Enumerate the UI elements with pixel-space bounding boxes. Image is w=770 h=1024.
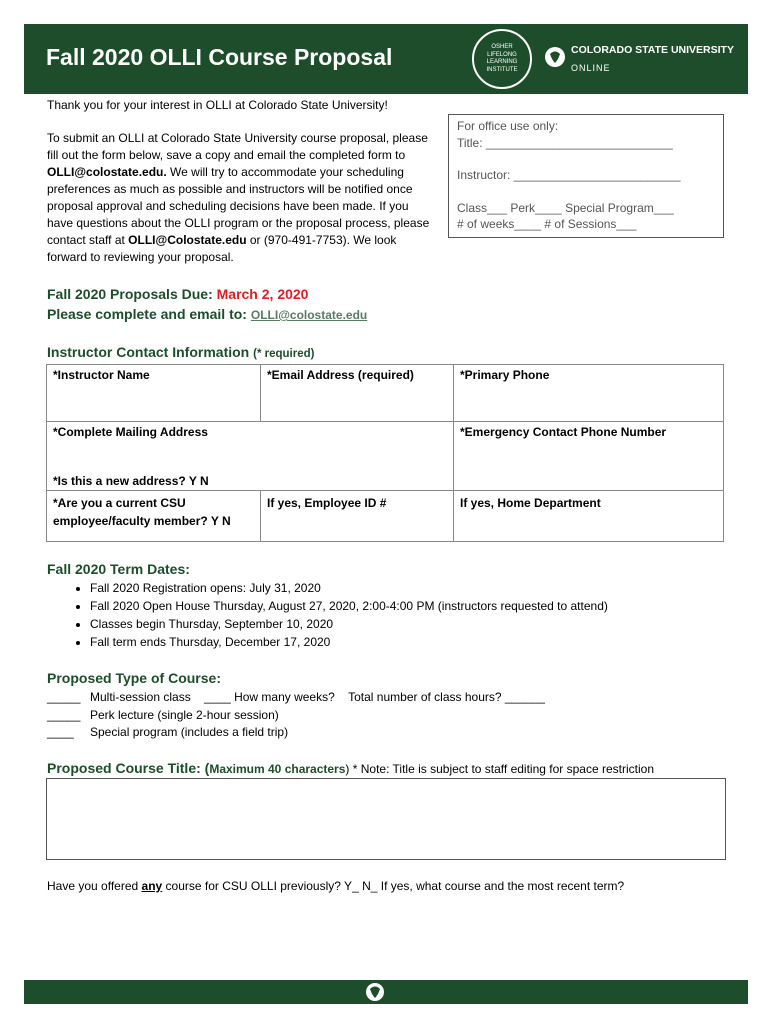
submit-email-link[interactable]: OLLI@colostate.edu — [250, 308, 368, 322]
course-type-heading: Proposed Type of Course: — [47, 670, 221, 686]
contact-heading: Instructor Contact Information (* required) — [47, 344, 315, 360]
special-blank[interactable]: ____ — [47, 725, 74, 739]
csu-ram-icon — [544, 46, 566, 68]
office-use-box: For office use only: Title: ____________________________ Instructor: _________________________ Class___ Perk____ Special Program___ # of weeks____ # of Sessions___ — [448, 114, 724, 238]
list-item: • Fall 2020 Open House Thursday, August 27, 2020, 2:00-4:00 PM (instructors requested to attend) — [90, 597, 608, 615]
perk-blank[interactable]: _____ — [47, 707, 81, 722]
mailing-address-field[interactable]: *Complete Mailing Address *Is this a new address? Y N — [47, 422, 454, 491]
page-header — [24, 24, 748, 94]
previous-course-question: Have you offered any course for CSU OLLI previously? Y_ N_ If yes, what course and the most recent term? — [47, 879, 625, 893]
employee-id-field[interactable]: If yes, Employee ID # — [261, 491, 454, 542]
class-hours-blank[interactable]: Total number of class hours? ______ — [348, 690, 545, 704]
due-date: March 2, 2020 — [216, 286, 309, 302]
list-item: • Fall 2020 Registration opens: July 31, 2020 — [90, 579, 608, 597]
new-address-question: *Is this a new address? Y N — [53, 474, 209, 488]
olli-email-link[interactable]: OLLI@colostate.edu. — [47, 165, 167, 179]
contact-table — [46, 364, 724, 542]
term-dates-heading: Fall 2020 Term Dates: — [47, 561, 190, 577]
olli-logo: OSHER LIFELONG LEARNING INSTITUTE — [472, 29, 532, 89]
olli-email-link-2[interactable]: OLLI@Colostate.edu — [128, 233, 247, 247]
csu-ram-icon — [365, 982, 385, 1002]
page-footer — [24, 980, 748, 1004]
multi-session-blank[interactable]: _____ — [47, 690, 81, 704]
weeks-blank[interactable]: ____ How many weeks? — [204, 690, 335, 704]
university-name: COLORADO STATE UNIVERSITY — [571, 44, 734, 56]
email-address-field[interactable]: *Email Address (required) — [261, 365, 454, 422]
due-date-line: Fall 2020 Proposals Due: March 2, 2020 — [47, 286, 309, 302]
instructor-name-field[interactable]: *Instructor Name — [47, 365, 261, 422]
course-title-input[interactable] — [46, 778, 726, 860]
course-title-heading: Proposed Course Title: (Maximum 40 characters) * Note: Title is subject to staff editing for space restriction — [47, 760, 654, 776]
course-type-options: _____ Multi-session class ____ How many weeks? Total number of class hours? ______ _____ Perk lecture (single 2-hour session) ____ Special program (includes a field trip) — [47, 689, 545, 742]
term-dates-list — [72, 579, 608, 651]
home-department-field[interactable]: If yes, Home Department — [454, 491, 724, 542]
list-item: • Fall term ends Thursday, December 17, 2020 — [90, 633, 608, 651]
submit-email-line: Please complete and email to: OLLI@colostate.edu — [47, 306, 368, 322]
emergency-phone-field[interactable]: *Emergency Contact Phone Number — [454, 422, 724, 491]
current-csu-question[interactable]: *Are you a current CSU employee/faculty member? Y N — [47, 491, 261, 542]
list-item: • Classes begin Thursday, September 10, 2020 — [90, 615, 608, 633]
primary-phone-field[interactable]: *Primary Phone — [454, 365, 724, 422]
university-online: ONLINE — [571, 63, 611, 73]
intro-text: Thank you for your interest in OLLI at Colorado State University! To submit an OLLI at Colorado State University course proposal, please fill out the form below, save a copy and email the completed form to OLLI@colostate.edu. We will try to accommodate your scheduling preferences as much as possible and instructors will be notified once proposal approval and scheduling decisions have been made. If you have questions about the OLLI program or the proposal process, please contact staff at OLLI@Colostate.edu or (970-491-7753). We look forward to reviewing your proposal. — [47, 98, 430, 264]
page-title: Fall 2020 OLLI Course Proposal — [46, 44, 393, 70]
